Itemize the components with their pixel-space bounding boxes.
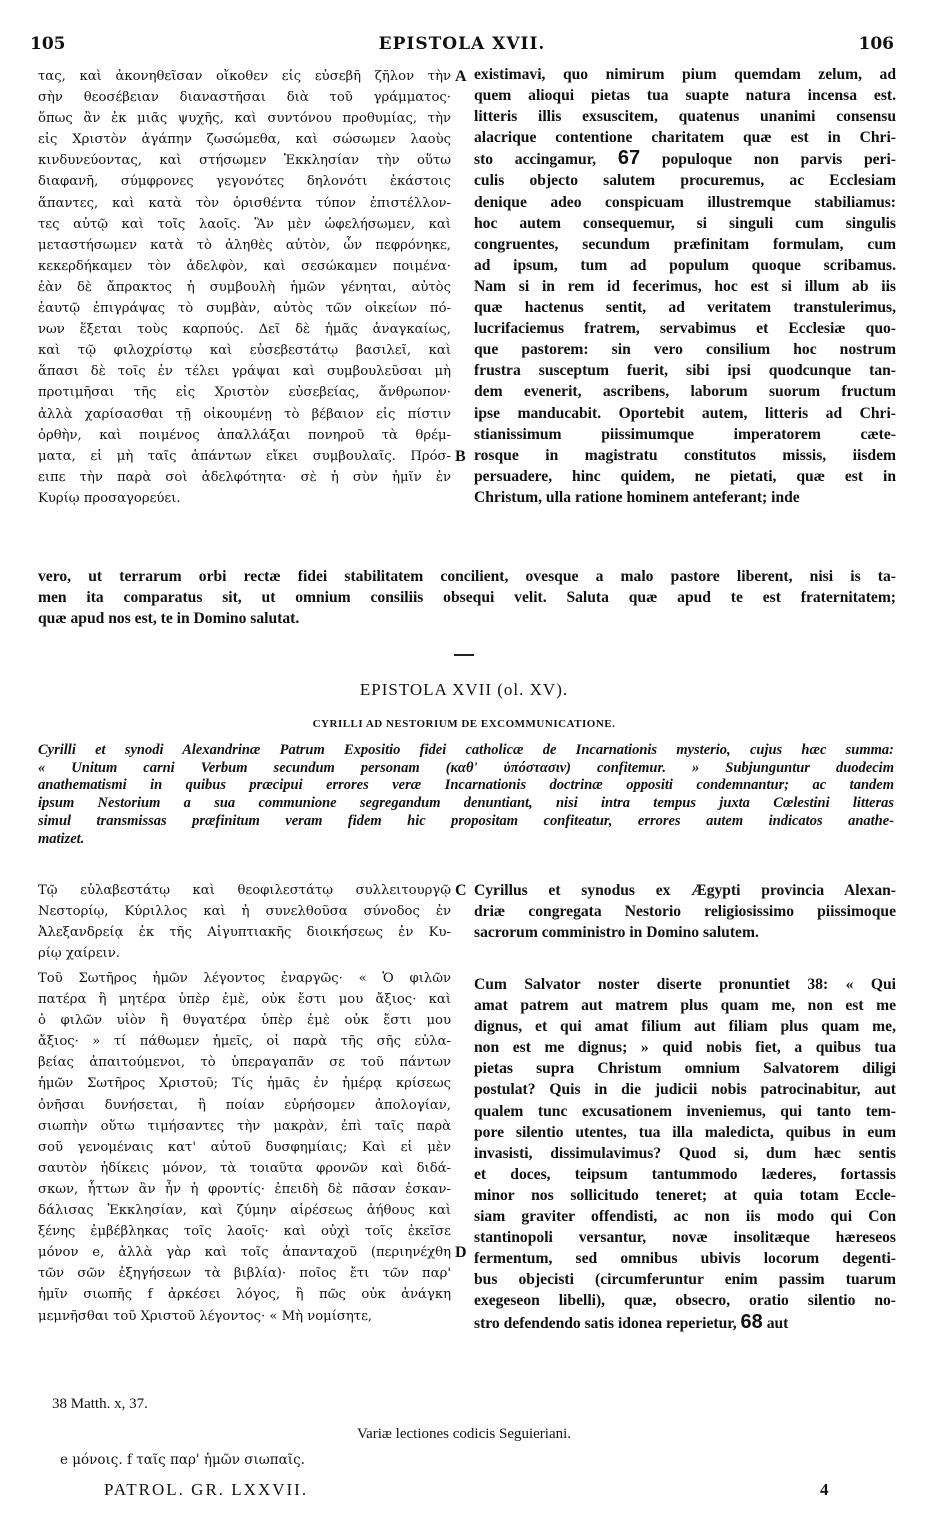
latin-text-line: Cyrillus et synodus ex Ægypti provincia Alexan- <box>474 882 896 899</box>
greek-text-line: κεκερδήκαμεν τὸν ἀδελφὸν, καὶ σεσώκαμεν ποιμένα· <box>38 258 451 274</box>
greek-text-line: Τῷ εὐλαβεστάτῳ καὶ θεοφιλεστάτῳ συλλειτουργῷ <box>38 883 451 898</box>
latin-text-line: denique adeo conspicuam illustremque stabiliamus: <box>474 193 896 211</box>
latin-text-line: existimavi, quo nimirum pium quemdam zelum, ad <box>474 66 896 83</box>
greek-text-line: τας, καὶ ἀκονηθεῖσαν οἴκοθεν εἰς εὐσεβῆ ζῆλον τὴν <box>38 69 451 84</box>
greek-text-line: Κυρίῳ προσαγορεύει. <box>38 490 181 506</box>
summary-line: matizet. <box>38 830 85 847</box>
summary-line: anathematismi in quibus præcipui errores veræ Incarnationis doctrinæ oppositi condemnantur; ac tandem <box>38 777 894 794</box>
greek-text-line: μεταστήσωμεν κατὰ τὸ ἀληθὲς αὐτὸν, ὧν πεφρόνηκε, <box>38 237 451 253</box>
epistle-title: EPISTOLA XVII (ol. XV). <box>359 680 569 699</box>
latin-text-line: vero, ut terrarum orbi rectæ fidei stabilitatem concilient, ovesque a malo pastore liberent, nisi is ta- <box>38 568 896 585</box>
latin-text-line: qualem tunc excusationem inveniemus, qui tanto tem- <box>474 1102 896 1120</box>
latin-text-line: Christum, ulla ratione hominem anteferant; inde <box>474 488 800 506</box>
bottom-greek-column <box>38 968 451 1327</box>
latin-text-line: non est me dignus; » quid nobis fiet, a quibus tua <box>474 1039 896 1057</box>
greek-text-line: σιωπὴν οὕτω τιμήσαντες τὴν μακρὰν, ἐπὶ ταῖς παρὰ <box>38 1118 451 1134</box>
latin-text-line: fermentum, sed omnibus ubivis locorum degenti- <box>474 1250 896 1268</box>
greek-text-line: βείας ἀπαιτούμενοι, τὸ ὑπεραγαπᾶν σε τοῦ πάντων <box>38 1055 451 1071</box>
summary-line: Cyrilli et synodi Alexandrinæ Patrum Expositio fidei catholicæ de Incarnationis mysterio, cujus hæc summa: <box>38 742 894 758</box>
page-header <box>30 34 894 58</box>
latin-text-line: men ita comparatus sit, ut omnium consiliis obsequi velit. Saluta quæ apud te est fraternitatem; <box>38 589 896 607</box>
greek-text-line: ἅπασι δὲ τοῖς ἐν τέλει γράψαι καὶ συμβουλεῦσαι μὴ <box>38 364 451 380</box>
latin-text-line: amat patrem aut matrem plus quam me, non est me <box>474 997 896 1015</box>
top-latin-column <box>474 64 896 508</box>
summary-line: ipsum Nestorium a sua communione segregandum denuntiant, nisi intra tempus juxta Cœlestini litteras <box>38 795 894 812</box>
margin-marker-b: B <box>455 448 466 465</box>
latin-text-line: persuadere, hinc quidem, ne pietati, quæ est in <box>474 467 896 485</box>
greek-text-line: πατέρα ἢ μητέρα ὑπὲρ ἐμὲ, οὐκ ἔστι μου ἄξιος· καὶ <box>38 992 451 1008</box>
latin-text-line: litteris illis exsuscitem, quatenus unanimi consensu <box>474 108 896 126</box>
epistle-summary <box>38 742 894 848</box>
latin-text-line: stro defendendo satis idonea reperietur, 68 aut <box>474 1311 789 1333</box>
bottom-greek-salutation <box>38 880 451 964</box>
column-number: 67 <box>617 148 641 170</box>
latin-text-line: quæ apud nos est, te in Domino salutat. <box>38 610 300 628</box>
latin-text-line: stantinopoli versantur, novæ insolitæque hæreseos <box>474 1229 896 1247</box>
greek-text-line: τες αὐτῷ καὶ τοῖς λαοῖς. Ἂν μὲν ὠφελήσωμεν, καὶ <box>38 216 451 232</box>
variants-heading: Variæ lectiones codicis Seguieriani. <box>356 1426 572 1442</box>
latin-text-line: stianissimum piissimumque imperatorem cæte- <box>474 425 896 443</box>
greek-text-line: διαφανῆ, σύμφρονες γεγονότες δηλονότι ἑκάστοις <box>38 174 451 190</box>
greek-text-line: μόνον e, ἀλλὰ γὰρ καὶ τοῖς ἁπανταχοῦ (περιηνέχθη <box>38 1245 451 1261</box>
latin-text-line: ipse manducabit. Oportebit autem, litteris ad Chri- <box>474 404 896 422</box>
latin-text-line: quæ hactenus sentit, ad veritatem transtulerimus, <box>474 299 896 317</box>
greek-text-line: σὴν θεοσέβειαν διαναστῆσαι διὰ τοῦ γράμματος· <box>38 90 451 106</box>
greek-text-line: ρίῳ χαίρειν. <box>38 946 120 962</box>
epistle-subtitle: CYRILLI AD NESTORIUM DE EXCOMMUNICATIONE. <box>312 718 616 730</box>
latin-text-line: lucrifaciemus fratrem, servabimus et Ecclesiæ quo- <box>474 320 896 338</box>
section-separator <box>454 654 474 656</box>
latin-text-line: congruentes, secundum præfinitam formulam, cum <box>474 235 896 253</box>
latin-text-line: culis objecto salutem procuremus, ac Ecclesiam <box>474 172 896 190</box>
latin-text-line: frustra susceptum fuerit, sibi ipsi quodcunque tan- <box>474 362 896 380</box>
latin-text-line: et doces, teipsum tantummodo læderes, fortassis <box>474 1165 896 1183</box>
latin-text-line: invasisti, dissimulavimus? Quod si, dum hæc sentis <box>474 1144 896 1162</box>
greek-text-line: εἰς Χριστὸν ἀγάπην ζωσώμεθα, καὶ σώσωμεν λαοὺς <box>38 132 451 148</box>
greek-text-line: ἄξιος· » τί πάθωμεν ἡμεῖς, οἱ παρὰ τῆς σῆς εὐλα- <box>38 1034 451 1050</box>
bottom-latin-column <box>474 974 896 1334</box>
greek-text-line: ὀνῆσαι δυνήσεται, ἢ ποίαν εὑρήσομεν ἀπολογίαν, <box>38 1097 451 1113</box>
signature-line: PATROL. GR. LXXVII. <box>104 1480 309 1499</box>
summary-line: simul transmissas præfinitum veram fidem hic propositam confiteatur, errores autem indicatos anathe- <box>38 812 894 829</box>
greek-text-line: ξένης ἐμβέβληκας τοῖς λαοῖς· καὶ οὐχὶ τοῖς ἐκεῖσε <box>38 1224 451 1240</box>
greek-text-line: ὁ φιλῶν υἱὸν ἢ θυγατέρα ὑπὲρ ἐμὲ οὐκ ἔστι μου <box>38 1013 451 1029</box>
greek-text-line: δάλισας Ἐκκλησίαν, καὶ ζύμην αἱρέσεως ἀήθους καὶ <box>38 1203 451 1219</box>
latin-text-line: bus objecisti (circumferuntur enim passim tuarum <box>474 1271 896 1289</box>
summary-line: « Unitum carni Verbum secundum personam (καθ' ὑπόστασιν) confitemur. » Subjunguntur duodecim <box>38 759 894 776</box>
margin-marker-d: D <box>455 1244 467 1261</box>
greek-text-line: ἀλλὰ χαρίσασθαι τῇ οἰκουμένῃ τὸ βέβαιον εἰς πίστιν <box>38 406 451 422</box>
greek-text-line: ἡμῖν σιωπῆς f ἀρκέσει λόγος, ἢ πῶς οὐκ ἀνάγκη <box>38 1287 451 1303</box>
latin-text-line: sacrorum comministro in Domino salutem. <box>474 924 759 942</box>
signature-mark: 4 <box>820 1480 829 1499</box>
greek-text-line: ειπε τὴν παρὰ σοὶ ἀδελφότητα· σὲ ἡ σὺν ἡμῖν ἐν <box>38 469 451 485</box>
greek-text-line: προτιμῆσαι τῆς εἰς Χριστὸν εὐσεβείας, ἄνθρωπον· <box>38 385 451 401</box>
latin-text-line: Cum Salvator noster diserte pronuntiet 38: « Qui <box>474 976 896 993</box>
page-number-left: 105 <box>30 34 66 54</box>
latin-text-line: driæ congregata Nestorio religiosissimo piissimoque <box>474 903 896 921</box>
greek-text-line: ἅπαντες, καὶ κατὰ τὸν ὁρισθέντα τύπον ἐπιστέλλον- <box>38 195 451 211</box>
greek-text-line: ἑαυτῷ ἐπιγράψας τὸ συμβὰν, αὐτὸς τῶν οἰκείων πό- <box>38 301 451 317</box>
top-full-width-text <box>38 566 896 629</box>
greek-text-line: ἡμῶν Σωτῆρος Χριστοῦ; Τίς ἡμᾶς ἐν ἡμέρᾳ κρίσεως <box>38 1076 451 1092</box>
latin-text-line: siam graviter offendisti, ac non iis modo qui Con <box>474 1208 896 1226</box>
greek-text-line: μεμνῆσθαι τοῦ Χριστοῦ λέγοντος· « Μὴ νομίσητε, <box>38 1308 373 1324</box>
latin-text-line: exegeseon libelli), quæ, obsecro, oratio silentio no- <box>474 1292 896 1310</box>
latin-text-line: pore silentio utentes, tua illa maledicta, quibus in eum <box>474 1123 896 1141</box>
greek-text-line: νων ἕξεται τοὺς καρπούς. Δεῖ δὲ ἡμᾶς ἀναγκαίως, <box>38 322 451 338</box>
footnote: 38 Matth. x, 37. <box>52 1396 148 1412</box>
latin-text-line: ad ipsum, tum ad populum quoque scribamus. <box>474 256 896 274</box>
greek-text-line: Τοῦ Σωτῆρος ἡμῶν λέγοντος ἐναργῶς· « Ὁ φιλῶν <box>38 971 451 986</box>
latin-text-line: rosque in magistratu constitutos missis, iisdem <box>474 446 896 464</box>
margin-marker-a: A <box>455 68 467 85</box>
greek-text-line: καὶ τῷ φιλοχρίστῳ καὶ εὐσεβεστάτῳ βασιλεῖ, καὶ <box>38 343 451 359</box>
latin-text-line: sto accingamur, 67 populoque non parvis peri- <box>474 148 896 170</box>
variant-readings: e μόνοις. f ταῖς παρ' ἡμῶν σιωπαῖς. <box>60 1452 305 1468</box>
greek-text-line: Νεστορίῳ, Κύριλλος καὶ ἡ συνελθοῦσα σύνοδος ἐν <box>38 904 451 920</box>
latin-text-line: hoc autem consequemur, si singuli cum singulis <box>474 214 896 232</box>
latin-text-line: quem alioqui pietas tua suapte natura incensa est. <box>474 87 896 105</box>
greek-text-line: κινδυνεύοντας, καὶ στήσωμεν Ἐκκλησίαν τὴν οὕτω <box>38 153 451 169</box>
greek-text-line: Ἀλεξανδρείᾳ ἐκ τῆς Αἰγυπτιακῆς διοικήσεως ἐν Κυ- <box>38 925 451 941</box>
greek-text-line: ἐὰν δὲ ἄπρακτος ἡ συμβουλὴ ἡμῶν γένηται, αὐτὸς <box>38 279 451 295</box>
latin-text-line: minor nos sollicitudo teneret; at quia totam Eccle- <box>474 1186 896 1204</box>
latin-text-line: postulat? Quis in die judicii nobis patrocinabitur, aut <box>474 1081 896 1099</box>
running-title: EPISTOLA XVII. <box>378 34 546 54</box>
latin-text-line: Nam si in rem id fecerimus, hoc est si illum ab iis <box>474 277 896 295</box>
latin-text-line: pietas supra Christum omnium Salvatorem diligi <box>474 1060 896 1078</box>
greek-text-line: ματα, εἰ μὴ ταῖς ἁπάντων εἴκει συμβουλαῖς. Πρόσ- <box>38 448 451 464</box>
greek-text-line: ὅπως ἂν ἐκ μιᾶς ψυχῆς, καὶ συντόνου προθυμίας, τὴν <box>38 111 451 127</box>
page-number-right: 106 <box>858 34 894 54</box>
greek-text-line: σκων, ἧττων ἂν ἦν ἡ φροντίς· ἐπειδὴ δὲ πᾶσαν ἐσκαν- <box>38 1181 451 1197</box>
greek-text-line: ὀρθὴν, καὶ ποιμένος ἀπαλλάξαι πονηροῦ τὰ θρέμ- <box>38 427 451 443</box>
latin-text-line: alacrique contentione charitatem quæ est in Chri- <box>474 129 896 147</box>
latin-text-line: que pastorem: sin vero consilium hoc nostrum <box>474 341 896 359</box>
top-greek-column <box>38 66 451 509</box>
greek-text-line: σοῦ γενομέναις κατ' αὐτοῦ δυσφημίαις; Καὶ εἰ μὲν <box>38 1139 451 1155</box>
latin-text-line: dem evenerit, ascribens, laborum suorum fructum <box>474 383 896 401</box>
latin-text-line: dignus, et qui amat filium aut filiam plus quam me, <box>474 1018 896 1036</box>
margin-marker-c: C <box>455 882 467 899</box>
greek-text-line: τῶν σῶν ἐξηγήσεων τὰ βιβλία)· ποῖος ἔτι τῶν παρ' <box>38 1266 451 1282</box>
column-number: 68 <box>740 1311 763 1333</box>
greek-text-line: σαυτὸν ἠδίκεις μόνον, τὰ τοιαῦτα φρονῶν καὶ διδά- <box>38 1160 451 1176</box>
bottom-latin-salutation <box>474 880 896 943</box>
